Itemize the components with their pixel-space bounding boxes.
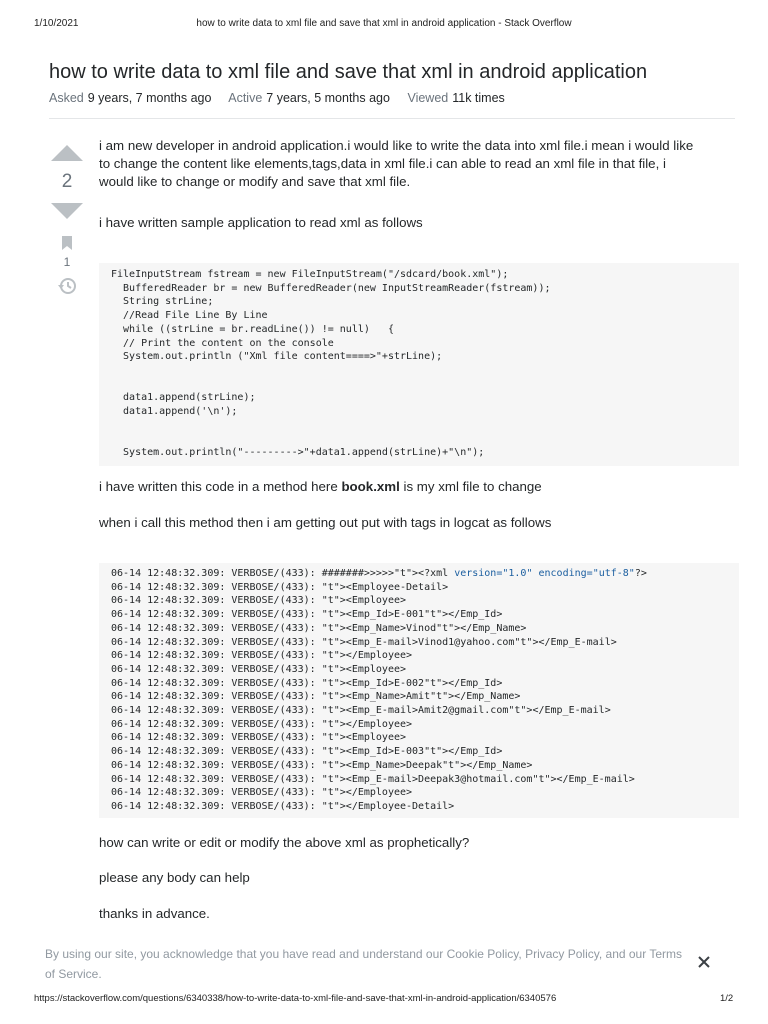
vote-cell — [48, 145, 86, 295]
history-icon[interactable] — [57, 277, 77, 295]
log-line: 06-14 12:48:32.309: VERBOSE/(433): "t"></Employee> — [111, 650, 413, 662]
vote-count: 2 — [61, 171, 73, 192]
header-divider — [49, 118, 735, 119]
print-page-title: how to write data to xml file and save that xml in android application - Stack Overflow — [196, 18, 572, 29]
question-meta — [49, 91, 519, 105]
active-value[interactable]: 7 years, 5 months ago — [266, 91, 390, 105]
upvote-button[interactable] — [51, 145, 83, 161]
body-paragraph-2: i have written sample application to read xml as follows — [99, 215, 423, 230]
log-line: 06-14 12:48:32.309: VERBOSE/(433): "t"><Emp_Name>Amit"t"></Emp_Name> — [111, 691, 521, 703]
cookie-banner-text: By using our site, you acknowledge that you have read and understand our Cookie Policy, Privacy Policy, and our Terms of Service. — [45, 947, 683, 981]
question-title[interactable]: how to write data to xml file and save that xml in android application — [49, 61, 648, 83]
viewed-info — [407, 91, 504, 105]
asked-label: Asked — [49, 91, 84, 105]
log-line: 06-14 12:48:32.309: VERBOSE/(433): "t"><Emp_E-mail>Deepak3@hotmail.com"t"></Emp_E-mail> — [111, 773, 635, 785]
viewed-value: 11k times — [452, 91, 505, 105]
log-line: 06-14 12:48:32.309: VERBOSE/(433): "t"><Emp_E-mail>Vinod1@yahoo.com"t"></Emp_E-mail> — [111, 636, 617, 648]
active-info — [228, 91, 390, 105]
log-line: 06-14 12:48:32.309: VERBOSE/(433): "t"><Emp_Id>E-001"t"></Emp_Id> — [111, 609, 503, 621]
body-paragraph-6: please any body can help — [99, 870, 250, 885]
active-label: Active — [228, 91, 263, 105]
p3-bold-filename: book.xml — [341, 479, 400, 494]
p3-text-end: is my xml file to change — [399, 479, 542, 494]
log-line: 06-14 12:48:32.309: VERBOSE/(433): "t"><Employee> — [111, 732, 407, 744]
print-header — [0, 12, 768, 32]
log-line: 06-14 12:48:32.309: VERBOSE/(433): #######>>>>>"t"><?xml version="1.0" encoding="utf-8"?> — [111, 568, 647, 579]
body-paragraph-7: thanks in advance. — [99, 906, 210, 921]
code-block-logcat — [99, 563, 739, 818]
close-icon[interactable] — [697, 955, 711, 969]
log-line: 06-14 12:48:32.309: VERBOSE/(433): "t"><Emp_Name>Deepak"t"></Emp_Name> — [111, 759, 533, 771]
body-paragraph-1: i am new developer in android application.i would like to write the data into xml file.i mean i would like to change the content like elements,tags,data in xml file.i can able to read an xml file in that file, i would like to change or modify and save that xml file. — [99, 138, 694, 189]
log-line: 06-14 12:48:32.309: VERBOSE/(433): "t"><Employee> — [111, 595, 407, 607]
downvote-button[interactable] — [51, 203, 83, 219]
bookmark-count: 1 — [63, 255, 71, 269]
log-line: 06-14 12:48:32.309: VERBOSE/(433): "t"><Employee-Detail> — [111, 581, 449, 593]
viewed-label: Viewed — [407, 91, 449, 105]
log-line: 06-14 12:48:32.309: VERBOSE/(433): "t"><Employee> — [111, 663, 407, 675]
log-line: 06-14 12:48:32.309: VERBOSE/(433): "t"></Employee> — [111, 718, 413, 730]
p3-text-start: i have written this code in a method here — [99, 479, 342, 494]
print-footer-page: 1/2 — [720, 993, 734, 1004]
log-line: 06-14 12:48:32.309: VERBOSE/(433): "t"><Emp_E-mail>Amit2@gmail.com"t"></Emp_E-mail> — [111, 705, 611, 717]
log-line: 06-14 12:48:32.309: VERBOSE/(433): "t"></Employee> — [111, 787, 413, 799]
asked-info — [49, 91, 211, 105]
bookmark-icon[interactable] — [61, 235, 73, 251]
print-footer-url: https://stackoverflow.com/questions/6340338/how-to-write-data-to-xml-file-and-save-that-xml-in-android-application/6340576 — [34, 993, 557, 1004]
body-paragraph-4: when i call this method then i am getting out put with tags in logcat as follows — [99, 515, 552, 530]
log-line: 06-14 12:48:32.309: VERBOSE/(433): "t"></Employee-Detail> — [111, 800, 455, 812]
print-date: 1/10/2021 — [34, 18, 79, 29]
log-line: 06-14 12:48:32.309: VERBOSE/(433): "t"><Emp_Id>E-003"t"></Emp_Id> — [111, 746, 503, 758]
log-line: 06-14 12:48:32.309: VERBOSE/(433): "t"><Emp_Id>E-002"t"></Emp_Id> — [111, 677, 503, 689]
body-paragraph-5: how can write or edit or modify the above xml as prophetically? — [99, 835, 470, 850]
code-block-java: FileInputStream fstream = new FileInputStream("/sdcard/book.xml"); BufferedReader br = new BufferedReader(new InputStreamReader(fstream)); String strLine; //Read File Line By Line while ((strLine = br.readLine()) != null) { // Print the content on the console System.out.println ("Xml file content====>"+strLine); data1.append(strLine); data1.append('\n'); System.out.println("--------->"+data1.append(strLine)+"\n"); — [99, 263, 739, 466]
log-line: 06-14 12:48:32.309: VERBOSE/(433): "t"><Emp_Name>Vinod"t"></Emp_Name> — [111, 622, 527, 634]
body-paragraph-3 — [99, 479, 542, 494]
asked-value[interactable]: 9 years, 7 months ago — [87, 91, 212, 105]
